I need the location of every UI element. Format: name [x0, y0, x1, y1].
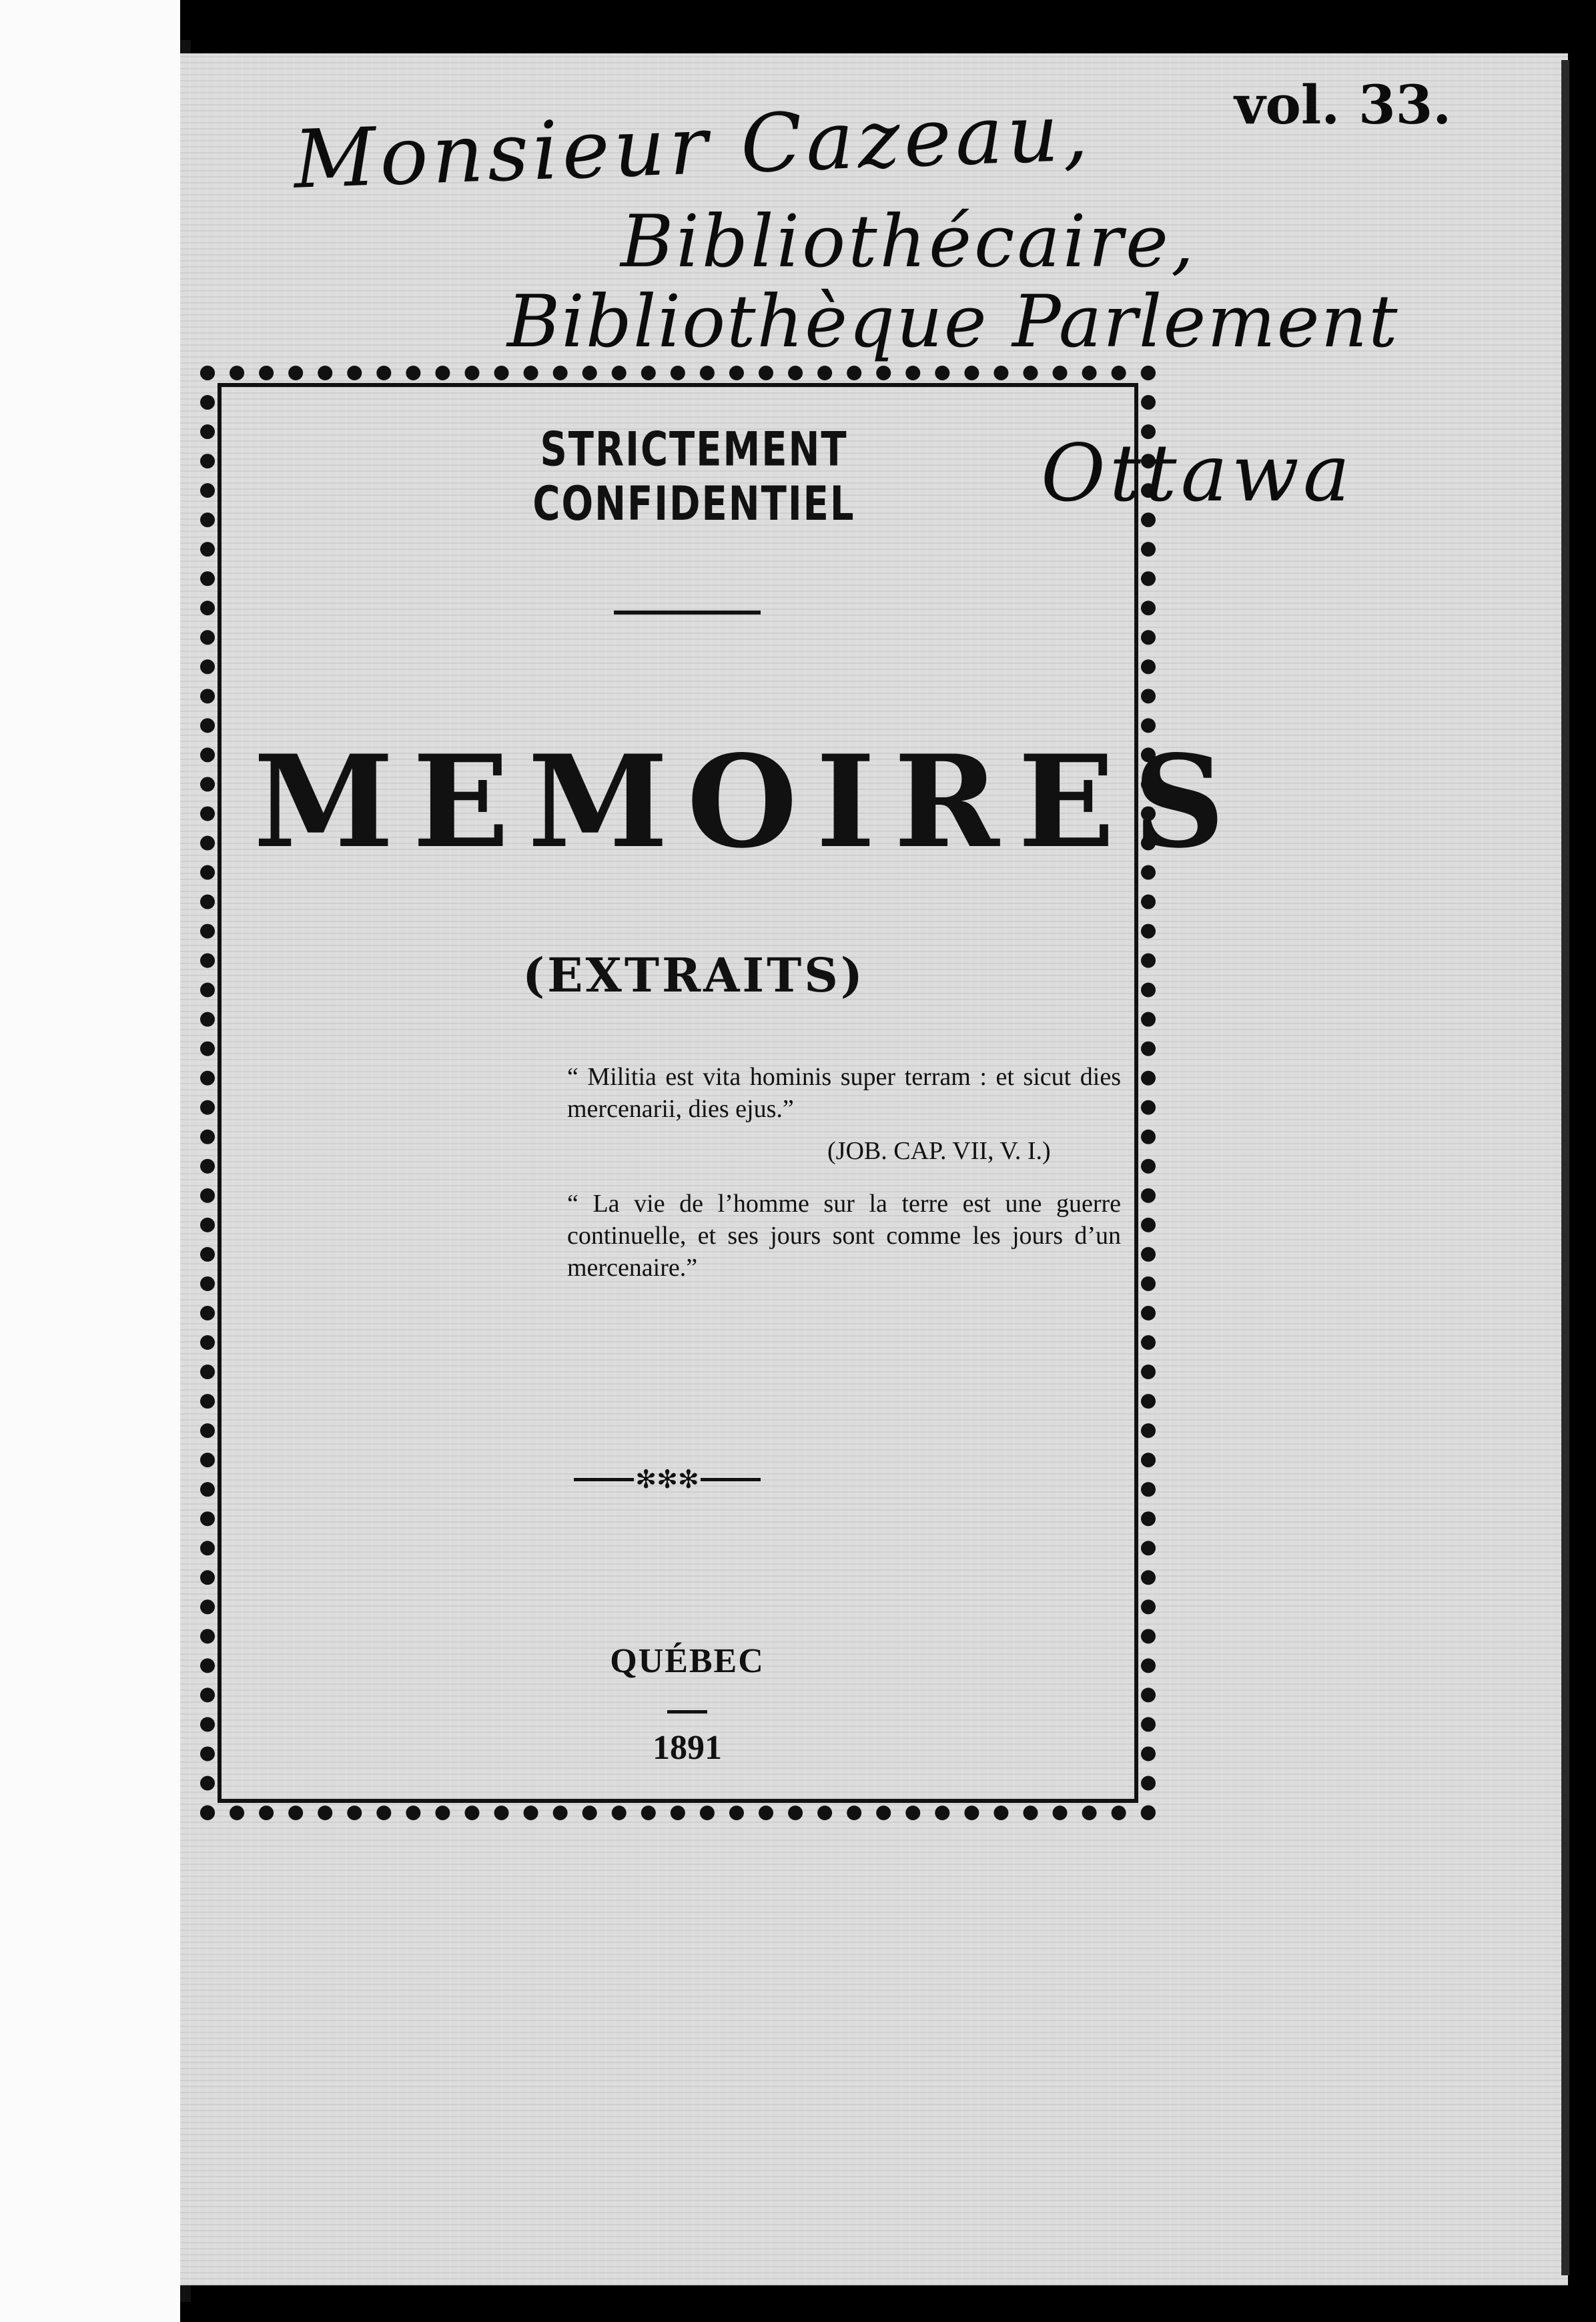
- page-right-edge: [1561, 60, 1569, 2275]
- french-epigraph: “ La vie de l’homme sur la terre est une guerre continuelle, et ses jours sont comme les jours d’un mercenaire.”: [567, 1190, 1121, 1282]
- facing-leaf: [0, 0, 180, 2322]
- book-subtitle: (EXTRAITS): [522, 947, 865, 1003]
- handwritten-title: Bibliothécaire,: [621, 200, 1197, 284]
- book-title: MEMOIRES: [254, 727, 1244, 876]
- publication-city: QUÉBEC: [610, 1642, 765, 1680]
- handwritten-addressee: Monsieur Cazeau,: [292, 86, 1094, 207]
- volume-annotation: vol. 33.: [1234, 73, 1452, 136]
- epigraph-reference: (JOB. CAP. VII, V. I.): [827, 1137, 1051, 1165]
- confidential-notice: STRICTEMENT CONFIDENTIEL: [532, 422, 855, 532]
- handwritten-library: Bibliothèque Parlement: [507, 280, 1399, 364]
- ornament-line-right: [701, 1478, 761, 1481]
- latin-epigraph: “ Militia est vita hominis super terram : et sicut dies mercenarii, dies ejus.”: [567, 1063, 1121, 1123]
- publication-year: 1891: [653, 1729, 722, 1767]
- ornament-stars: ✻✻✻: [635, 1465, 699, 1494]
- title-rule: [614, 611, 761, 615]
- handwritten-city: Ottawa: [1041, 427, 1354, 519]
- city-year-dash: [667, 1710, 707, 1713]
